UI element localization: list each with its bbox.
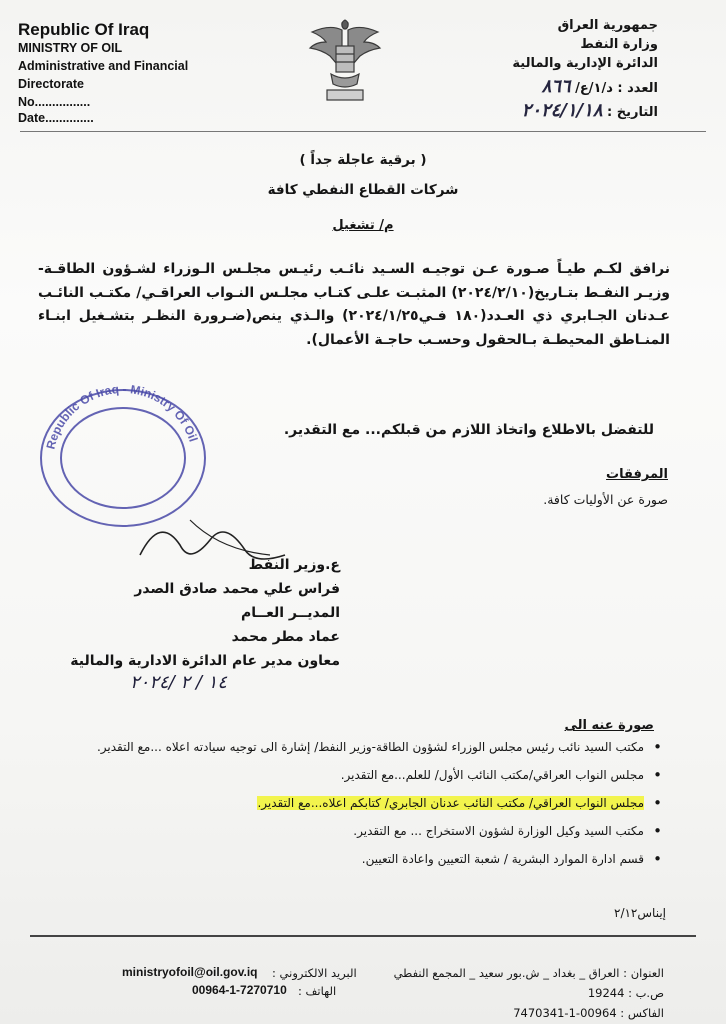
header-number-row (542, 76, 658, 97)
attachments-label: المرفقات (606, 467, 668, 482)
footer-address: العنوان : العراق _ بغداد _ ش.بور سعيد _ المجمع النفطي (393, 966, 664, 980)
header-date-value-ar: ٢٠٢٤/١/١٨ (521, 100, 603, 121)
footer-phone: 00964-1-7270710 (192, 983, 287, 997)
signature-date: ١٤ / ٢ /٢٠٢٤ (130, 672, 227, 693)
header-date-row (522, 100, 658, 121)
cc-item-highlighted (66, 794, 666, 813)
header-ministry-ar: وزارة النفط (580, 37, 658, 52)
footer-email-label: البريد الالكتروني : (272, 966, 357, 980)
header-no-label: No................ (18, 95, 91, 109)
cc-label: صورة عنه الى (564, 718, 654, 733)
header-number-label: العدد : د/١/ع/ (575, 81, 658, 96)
urgency-label: ( برقية عاجلة جداً ) (299, 152, 427, 168)
header-country-en: Republic Of Iraq (18, 20, 150, 39)
cc-item-text: مكتب السيد وكيل الوزارة لشؤون الاستخراج ... مع التقدير. (353, 824, 644, 838)
footer-divider (30, 935, 696, 937)
footer-fax: الفاكس : 00964-1-7470341 (513, 1006, 664, 1020)
signature-block (40, 553, 340, 673)
subject-text: م/ تشغيل (332, 218, 394, 233)
signature-deputy-title: معاون مدير عام الدائرة الادارية والمالية (70, 653, 340, 669)
stamp-arc-text: Republic Of Iraq - Ministry Of Oil (43, 381, 201, 451)
recipient-line: شركات القطاع النفطي كافة (267, 182, 459, 198)
cc-item (66, 822, 666, 841)
typist-initials: إيناس٢/١٢ (614, 906, 666, 920)
header-dept-ar: الدائرة الإدارية والمالية (512, 56, 658, 71)
cc-item-text: مجلس النواب العراقي/مكتب النائب الأول/ للعلم...مع التقدير. (340, 768, 644, 782)
footer-phone-label: الهاتف : (298, 984, 337, 998)
signature-on-behalf: ع.وزير النفط (248, 557, 340, 573)
header-number-value: ٨٦٦ (541, 76, 571, 97)
svg-text:Republic Of Iraq - Ministry Of (43, 382, 200, 451)
header-date-label-ar: التاريخ : (607, 105, 658, 120)
subject-line (0, 218, 726, 233)
signature-signer: فراس علي محمد صادق الصدر (134, 581, 340, 597)
cc-item (66, 766, 666, 785)
attachments-item: صورة عن الأوليات كافة. (543, 492, 668, 507)
cc-list (66, 738, 666, 878)
header-dept-en-line1: Administrative and Financial (18, 59, 189, 73)
body-paragraph: نرافق لكـم طيـاً صـورة عـن توجيـه السـيد نائـب رئيـس مجلـس الـوزراء لشـؤون الطاقـة-وزيـر النفـط بتـاريخ(٢٠٢٤/٢/١٠) المثبـت علـى كتـاب مجلـس النـواب العراقـي/ مكتـب النائـب عـدنان الجـابري ذي العـدد(١٨٠ فـي٢٠٢٤/١/٢٥) والـذي ينص(ضـرورة النظـر بتشـغيل ابنـاء المنـاطق المحيطـة بـالحقول وحسـب حاجـة الأعمال). (38, 261, 671, 348)
header-ministry-en: MINISTRY OF OIL (18, 41, 123, 55)
header-country-ar: جمهورية العراق (557, 18, 658, 33)
cc-item (66, 850, 666, 869)
signature-signer-title: المديــر العــام (241, 605, 340, 621)
signature-deputy-name: عماد مطر محمد (231, 629, 340, 645)
header-date-label: Date.............. (18, 111, 94, 125)
header-divider (20, 131, 706, 132)
closing-line: للتفضل بالاطلاع واتخاذ اللازم من قبلكم... مع التقدير. (283, 422, 654, 438)
header-dept-en-line2: Directorate (18, 77, 84, 91)
cc-item-text-highlighted: مجلس النواب العراقي/ مكتب النائب عدنان الجابري/ كتابكم اعلاه...مع التقدير. (257, 796, 644, 810)
footer-pobox: ص.ب : 19244 (587, 986, 664, 1000)
footer-email: ministryofoil@oil.gov.iq (122, 965, 258, 979)
iraq-eagle-emblem-icon (305, 10, 385, 110)
cc-item (66, 738, 666, 757)
cc-item-text: قسم ادارة الموارد البشرية / شعبة التعيين واعادة التعيين. (361, 852, 644, 866)
cc-item-text: مكتب السيد نائب رئيس مجلس الوزراء لشؤون الطاقة-وزير النفط/ إشارة الى توجيه سيادته اعلاه ...مع التقدير. (96, 740, 644, 754)
